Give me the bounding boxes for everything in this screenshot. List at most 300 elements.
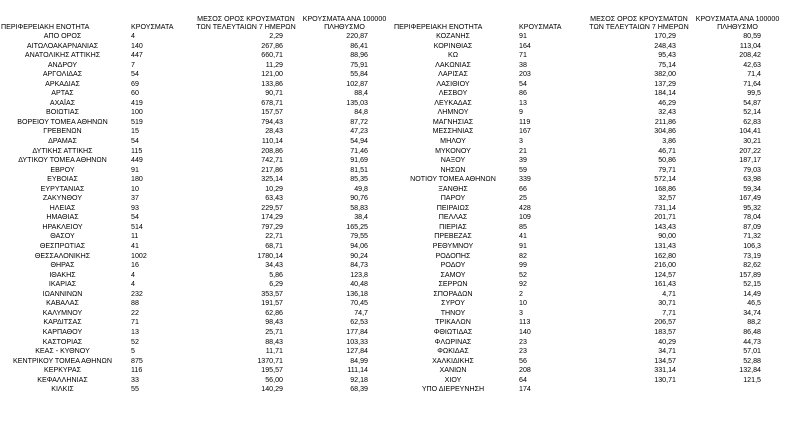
region-name: ΛΗΜΝΟΥ — [437, 108, 469, 117]
region-name: ΚΩ — [447, 51, 459, 60]
table-row — [393, 137, 785, 147]
region-name: ΑΡΚΑΔΙΑΣ — [45, 79, 80, 88]
region-name: ΑΙΤΩΛΟΑΚΑΡΝΑΝΙΑΣ — [26, 41, 99, 50]
cases-count: 13 — [131, 327, 139, 336]
cases-per-100k: 207,22 — [739, 146, 761, 155]
cases-per-100k: 82,62 — [743, 261, 761, 270]
seven-day-average: 40,29 — [658, 337, 676, 346]
table-row — [393, 147, 785, 157]
cases-per-100k: 92,18 — [350, 375, 368, 384]
table-row — [393, 252, 785, 262]
seven-day-average: 124,57 — [654, 270, 676, 279]
cases-count: 93 — [131, 203, 139, 212]
region-name: ΑΡΤΑΣ — [51, 89, 74, 98]
table-row — [0, 99, 392, 109]
cases-per-100k: 59,34 — [743, 184, 761, 193]
cases-count: 519 — [131, 117, 143, 126]
region-name: ΒΟΡΕΙΟΥ ΤΟΜΕΑ ΑΘΗΝΩΝ — [17, 117, 108, 126]
region-name: ΜΕΣΣΗΝΙΑΣ — [432, 127, 474, 136]
seven-day-average: 56,00 — [265, 375, 283, 384]
cases-count: 109 — [519, 213, 531, 222]
table-row — [0, 185, 392, 195]
cases-per-100k: 102,87 — [346, 79, 368, 88]
seven-day-average: 217,86 — [261, 165, 283, 174]
cases-per-100k: 71,46 — [350, 146, 368, 155]
header-per100k: ΚΡΟΥΣΜΑΤΑ ΑΝΑ 100000 ΠΛΗΘΥΣΜΟ — [695, 14, 780, 31]
cases-per-100k: 167,49 — [739, 194, 761, 203]
table-row — [0, 89, 392, 99]
cases-per-100k: 95,32 — [743, 203, 761, 212]
left-table-panel — [0, 0, 392, 440]
region-name: ΦΛΩΡΙΝΑΣ — [434, 337, 472, 346]
cases-per-100k: 81,51 — [350, 165, 368, 174]
region-name: ΙΘΑΚΗΣ — [49, 270, 76, 279]
cases-per-100k: 71,64 — [743, 79, 761, 88]
cases-count: 82 — [519, 251, 527, 260]
cases-count: 15 — [131, 127, 139, 136]
cases-per-100k: 135,03 — [346, 98, 368, 107]
cases-per-100k: 70,45 — [350, 299, 368, 308]
seven-day-average: 2,29 — [269, 32, 283, 40]
region-name: ΕΒΡΟΥ — [50, 165, 75, 174]
cases-per-100k: 99,5 — [747, 89, 761, 98]
table-row — [0, 232, 392, 242]
seven-day-average: 183,57 — [654, 327, 676, 336]
table-row — [393, 376, 785, 386]
region-name: ΘΗΡΑΣ — [50, 261, 75, 270]
cases-count: 140 — [131, 41, 143, 50]
seven-day-average: 157,57 — [261, 108, 283, 117]
cases-per-100k: 88,4 — [354, 89, 368, 98]
table-row — [0, 166, 392, 176]
seven-day-average: 168,86 — [654, 184, 676, 193]
cases-count: 38 — [519, 60, 527, 69]
region-name: ΘΕΣΠΡΩΤΙΑΣ — [39, 242, 86, 251]
seven-day-average: 3,86 — [662, 137, 676, 146]
table-row — [393, 347, 785, 357]
region-name: ΚΕΝΤΡΙΚΟΥ ΤΟΜΕΑ ΑΘΗΝΩΝ — [13, 356, 112, 365]
table-row — [0, 51, 392, 61]
region-name: ΣΑΜΟΥ — [440, 270, 466, 279]
seven-day-average: 382,00 — [654, 70, 676, 79]
table-row — [0, 271, 392, 281]
cases-per-100k: 34,74 — [743, 308, 761, 317]
cases-per-100k: 52,14 — [743, 108, 761, 117]
cases-count: 54 — [131, 137, 139, 146]
region-name: ΗΜΑΘΙΑΣ — [46, 213, 79, 222]
cases-count: 33 — [131, 375, 139, 384]
right-table-body — [393, 32, 785, 395]
cases-count: 66 — [519, 184, 527, 193]
cases-count: 3 — [519, 137, 523, 146]
table-row — [0, 175, 392, 185]
cases-per-100k: 88,2 — [747, 318, 761, 327]
left-table-body — [0, 32, 392, 395]
cases-per-100k: 86,48 — [743, 327, 761, 336]
cases-per-100k: 54,87 — [743, 98, 761, 107]
seven-day-average: 797,29 — [261, 222, 283, 231]
cases-per-100k: 79,55 — [350, 232, 368, 241]
cases-per-100k: 80,59 — [743, 32, 761, 40]
cases-per-100k: 85,35 — [350, 175, 368, 184]
cases-per-100k: 87,72 — [350, 117, 368, 126]
cases-count: 99 — [519, 261, 527, 270]
cases-per-100k: 84,73 — [350, 261, 368, 270]
region-name: ΚΙΛΚΙΣ — [51, 385, 74, 394]
seven-day-average: 22,71 — [265, 232, 283, 241]
cases-count: 54 — [519, 79, 527, 88]
seven-day-average: 4,71 — [662, 289, 676, 298]
region-name: ΜΗΛΟΥ — [440, 137, 466, 146]
cases-per-100k: 75,91 — [350, 60, 368, 69]
cases-per-100k: 71,4 — [747, 70, 761, 79]
table-row — [393, 156, 785, 166]
region-name: ΙΚΑΡΙΑΣ — [48, 280, 77, 289]
cases-per-100k: 49,8 — [354, 184, 368, 193]
table-row — [0, 338, 392, 348]
region-name: ΔΥΤΙΚΟΥ ΤΟΜΕΑ ΑΘΗΝΩΝ — [18, 156, 107, 165]
cases-per-100k: 52,15 — [743, 280, 761, 289]
table-row — [393, 385, 785, 395]
table-row — [393, 166, 785, 176]
cases-per-100k: 103,33 — [346, 337, 368, 346]
region-name: ΚΑΒΑΛΑΣ — [46, 299, 79, 308]
seven-day-average: 678,71 — [261, 98, 283, 107]
table-row — [0, 366, 392, 376]
cases-count: 39 — [519, 156, 527, 165]
cases-count: 449 — [131, 156, 143, 165]
cases-per-100k: 42,63 — [743, 60, 761, 69]
table-row — [393, 338, 785, 348]
seven-day-average: 5,86 — [269, 270, 283, 279]
region-name: ΝΑΞΟΥ — [440, 156, 466, 165]
table-row — [393, 223, 785, 233]
seven-day-average: 211,86 — [654, 117, 676, 126]
cases-per-100k: 111,14 — [347, 366, 368, 375]
seven-day-average: 28,43 — [265, 127, 283, 136]
cases-count: 91 — [131, 165, 139, 174]
table-row — [0, 80, 392, 90]
cases-count: 10 — [131, 184, 139, 193]
table-row — [393, 271, 785, 281]
cases-per-100k: 44,73 — [743, 337, 761, 346]
cases-per-100k: 90,24 — [350, 251, 368, 260]
cases-per-100k: 54,94 — [350, 137, 368, 146]
seven-day-average: 34,43 — [265, 261, 283, 270]
region-name: ΧΑΛΚΙΔΙΚΗΣ — [432, 356, 474, 365]
cases-count: 13 — [519, 98, 527, 107]
seven-day-average: 137,29 — [654, 79, 676, 88]
region-name: ΧΙΟΥ — [444, 375, 462, 384]
table-row — [0, 147, 392, 157]
cases-per-100k: 52,88 — [743, 356, 761, 365]
seven-day-average: 6,29 — [269, 280, 283, 289]
region-name: ΙΩΑΝΝΙΝΩΝ — [42, 289, 83, 298]
cases-count: 100 — [131, 108, 143, 117]
cases-count: 71 — [519, 51, 527, 60]
region-name: ΑΧΑΪΑΣ — [49, 98, 76, 107]
cases-count: 22 — [131, 308, 139, 317]
cases-count: 116 — [131, 366, 143, 375]
seven-day-average: 1780,14 — [257, 251, 283, 260]
cases-count: 5 — [131, 347, 135, 356]
cases-per-100k: 88,96 — [350, 51, 368, 60]
table-row — [393, 118, 785, 128]
region-name: ΛΑΚΩΝΙΑΣ — [435, 60, 471, 69]
region-name: ΠΑΡΟΥ — [440, 194, 466, 203]
cases-per-100k: 55,84 — [350, 70, 368, 79]
seven-day-average: 11,29 — [265, 60, 283, 69]
cases-count: 23 — [519, 337, 527, 346]
table-row — [393, 309, 785, 319]
seven-day-average: 30,71 — [658, 299, 676, 308]
seven-day-average: 63,43 — [265, 194, 283, 203]
region-name: ΡΕΘΥΜΝΟΥ — [432, 242, 474, 251]
seven-day-average: 133,86 — [261, 79, 283, 88]
region-name: ΞΑΝΘΗΣ — [438, 184, 468, 193]
seven-day-average: 331,14 — [654, 366, 676, 375]
table-row — [0, 328, 392, 338]
table-row — [0, 347, 392, 357]
region-name: ΔΥΤΙΚΗΣ ΑΤΤΙΚΗΣ — [32, 146, 93, 155]
seven-day-average: 208,86 — [261, 146, 283, 155]
seven-day-average: 248,43 — [654, 41, 676, 50]
region-name: ΚΑΣΤΟΡΙΑΣ — [42, 337, 83, 346]
cases-per-100k: 165,25 — [346, 222, 368, 231]
seven-day-average: 25,71 — [265, 327, 283, 336]
cases-count: 52 — [519, 270, 527, 279]
cases-per-100k: 68,39 — [350, 385, 368, 394]
region-name: ΣΥΡΟΥ — [441, 299, 465, 308]
cases-count: 140 — [519, 327, 531, 336]
region-name: ΔΡΑΜΑΣ — [48, 137, 77, 146]
cases-count: 55 — [131, 385, 139, 394]
cases-count: 447 — [131, 51, 143, 60]
seven-day-average: 174,29 — [261, 213, 283, 222]
table-row — [393, 70, 785, 80]
cases-per-100k: 121,5 — [743, 375, 761, 384]
seven-day-average: 161,43 — [654, 280, 676, 289]
region-name: ΜΥΚΟΝΟΥ — [435, 146, 471, 155]
table-row — [0, 32, 392, 42]
region-name: ΠΙΕΡΙΑΣ — [439, 222, 467, 231]
header-avg: ΜΕΣΟΣ ΟΡΟΣ ΚΡΟΥΣΜΑΤΩΝ ΤΩΝ ΤΕΛΕΥΤΑΙΩΝ 7 ΗΜΕΡΩΝ — [196, 14, 296, 31]
table-row — [0, 290, 392, 300]
table-row — [393, 42, 785, 52]
seven-day-average: 216,00 — [654, 261, 676, 270]
region-name: ΑΡΓΟΛΙΔΑΣ — [42, 70, 83, 79]
cases-count: 25 — [519, 194, 527, 203]
seven-day-average: 140,29 — [261, 385, 283, 394]
table-row — [0, 213, 392, 223]
cases-per-100k: 78,04 — [743, 213, 761, 222]
seven-day-average: 62,86 — [265, 308, 283, 317]
left-table — [0, 0, 392, 395]
cases-count: 4 — [131, 32, 135, 40]
cases-count: 7 — [131, 60, 135, 69]
cases-per-100k: 38,4 — [354, 213, 368, 222]
table-row — [0, 137, 392, 147]
region-name: ΜΑΓΝΗΣΙΑΣ — [432, 117, 474, 126]
table-row — [0, 61, 392, 71]
region-name: ΛΕΣΒΟΥ — [438, 89, 468, 98]
cases-count: 167 — [519, 127, 531, 136]
region-name: ΚΟΡΙΝΘΙΑΣ — [433, 41, 473, 50]
cases-per-100k: 91,69 — [350, 156, 368, 165]
cases-count: 91 — [519, 242, 527, 251]
table-row — [393, 99, 785, 109]
seven-day-average: 32,57 — [658, 194, 676, 203]
seven-day-average: 10,29 — [265, 184, 283, 193]
cases-per-100k: 177,84 — [346, 327, 368, 336]
table-row — [393, 299, 785, 309]
cases-per-100k: 90,76 — [350, 194, 368, 203]
table-row — [393, 61, 785, 71]
table-row — [0, 70, 392, 80]
cases-count: 119 — [519, 117, 531, 126]
cases-count: 21 — [519, 146, 527, 155]
cases-count: 41 — [519, 232, 527, 241]
cases-per-100k: 30,21 — [743, 137, 761, 146]
table-row — [0, 42, 392, 52]
region-name: ΒΟΙΩΤΙΑΣ — [46, 108, 79, 117]
region-name: ΧΑΝΙΩΝ — [439, 366, 467, 375]
cases-per-100k: 187,17 — [739, 156, 761, 165]
seven-day-average: 34,71 — [658, 347, 676, 356]
cases-count: 69 — [131, 79, 139, 88]
region-name: ΚΑΡΔΙΤΣΑΣ — [43, 318, 82, 327]
header-cases: ΚΡΟΥΣΜΑΤΑ — [131, 22, 174, 31]
cases-per-100k: 84,8 — [354, 108, 368, 117]
cases-per-100k: 113,04 — [739, 41, 761, 50]
table-row — [0, 299, 392, 309]
region-name: ΦΘΙΩΤΙΔΑΣ — [433, 327, 473, 336]
seven-day-average: 75,14 — [658, 60, 676, 69]
region-name: ΛΑΡΙΣΑΣ — [438, 70, 468, 79]
seven-day-average: 195,57 — [261, 366, 283, 375]
cases-per-100k: 86,41 — [350, 41, 368, 50]
seven-day-average: 731,14 — [654, 203, 676, 212]
cases-count: 11 — [131, 232, 139, 241]
cases-count: 64 — [519, 375, 527, 384]
table-row — [0, 252, 392, 262]
cases-count: 91 — [519, 32, 527, 40]
cases-count: 2 — [519, 289, 523, 298]
cases-count: 113 — [519, 318, 531, 327]
cases-count: 514 — [131, 222, 143, 231]
table-row — [393, 127, 785, 137]
right-table-panel — [393, 0, 785, 440]
seven-day-average: 1370,71 — [257, 356, 283, 365]
table-row — [0, 280, 392, 290]
seven-day-average: 131,43 — [654, 242, 676, 251]
cases-count: 232 — [131, 289, 143, 298]
cases-per-100k: 58,83 — [350, 203, 368, 212]
table-row — [0, 309, 392, 319]
region-name: ΑΠΟ ΟΡΟΣ — [43, 32, 82, 40]
table-row — [393, 328, 785, 338]
region-name: ΖΑΚΥΝΘΟΥ — [42, 194, 83, 203]
region-name: ΚΟΖΑΝΗΣ — [436, 32, 470, 40]
table-row — [0, 357, 392, 367]
seven-day-average: 46,71 — [658, 146, 676, 155]
cases-count: 60 — [131, 89, 139, 98]
table-row — [0, 118, 392, 128]
region-name: ΑΝΔΡΟΥ — [47, 60, 78, 69]
cases-count: 71 — [131, 318, 139, 327]
table-row — [393, 232, 785, 242]
header-region: ΠΕΡΙΦΕΡΕΙΑΚΗ ΕΝΟΤΗΤΑ — [394, 22, 483, 31]
seven-day-average: 79,71 — [658, 165, 676, 174]
seven-day-average: 572,14 — [654, 175, 676, 184]
table-row — [393, 242, 785, 252]
seven-day-average: 201,71 — [654, 213, 676, 222]
table-row — [393, 194, 785, 204]
cases-count: 428 — [519, 203, 531, 212]
cases-per-100k: 84,99 — [350, 356, 368, 365]
cases-per-100k: 123,8 — [350, 270, 368, 279]
cases-count: 419 — [131, 98, 143, 107]
seven-day-average: 50,86 — [658, 156, 676, 165]
seven-day-average: 98,43 — [265, 318, 283, 327]
cases-count: 9 — [519, 108, 523, 117]
cases-per-100k: 63,98 — [743, 175, 761, 184]
cases-count: 10 — [519, 299, 527, 308]
cases-per-100k: 73,19 — [743, 251, 761, 260]
seven-day-average: 191,57 — [261, 299, 283, 308]
cases-per-100k: 71,32 — [743, 232, 761, 241]
seven-day-average — [588, 385, 690, 395]
seven-day-average: 11,71 — [265, 347, 283, 356]
table-row — [393, 51, 785, 61]
region-name: ΠΡΕΒΕΖΑΣ — [434, 232, 472, 241]
cases-per-100k: 40,48 — [350, 280, 368, 289]
table-row — [0, 385, 392, 395]
cases-count: 54 — [131, 70, 139, 79]
seven-day-average: 46,29 — [658, 98, 676, 107]
cases-per-100k: 136,18 — [346, 289, 368, 298]
table-row — [393, 366, 785, 376]
table-row — [0, 376, 392, 386]
cases-count: 56 — [519, 356, 527, 365]
region-name: ΘΑΣΟΥ — [50, 232, 75, 241]
cases-per-100k — [690, 385, 785, 395]
cases-count: 4 — [131, 280, 135, 289]
table-row — [0, 204, 392, 214]
cases-count: 92 — [519, 280, 527, 289]
seven-day-average: 794,43 — [261, 117, 283, 126]
cases-count: 3 — [519, 308, 523, 317]
table-row — [0, 156, 392, 166]
region-name: ΚΑΛΥΜΝΟΥ — [42, 308, 83, 317]
seven-day-average: 267,86 — [261, 41, 283, 50]
region-name: ΓΡΕΒΕΝΩΝ — [43, 127, 82, 136]
seven-day-average: 110,14 — [261, 137, 283, 146]
table-row — [393, 185, 785, 195]
seven-day-average: 130,71 — [654, 375, 676, 384]
cases-count: 54 — [131, 213, 139, 222]
table-row — [0, 108, 392, 118]
table-row — [393, 213, 785, 223]
cases-count: 41 — [131, 242, 139, 251]
cases-count: 37 — [131, 194, 139, 203]
cases-count: 174 — [519, 385, 531, 394]
cases-count: 52 — [131, 337, 139, 346]
region-name: ΚΕΡΚΥΡΑΣ — [44, 366, 81, 375]
cases-count: 1002 — [131, 251, 147, 260]
table-row — [393, 280, 785, 290]
seven-day-average: 32,43 — [658, 108, 676, 117]
